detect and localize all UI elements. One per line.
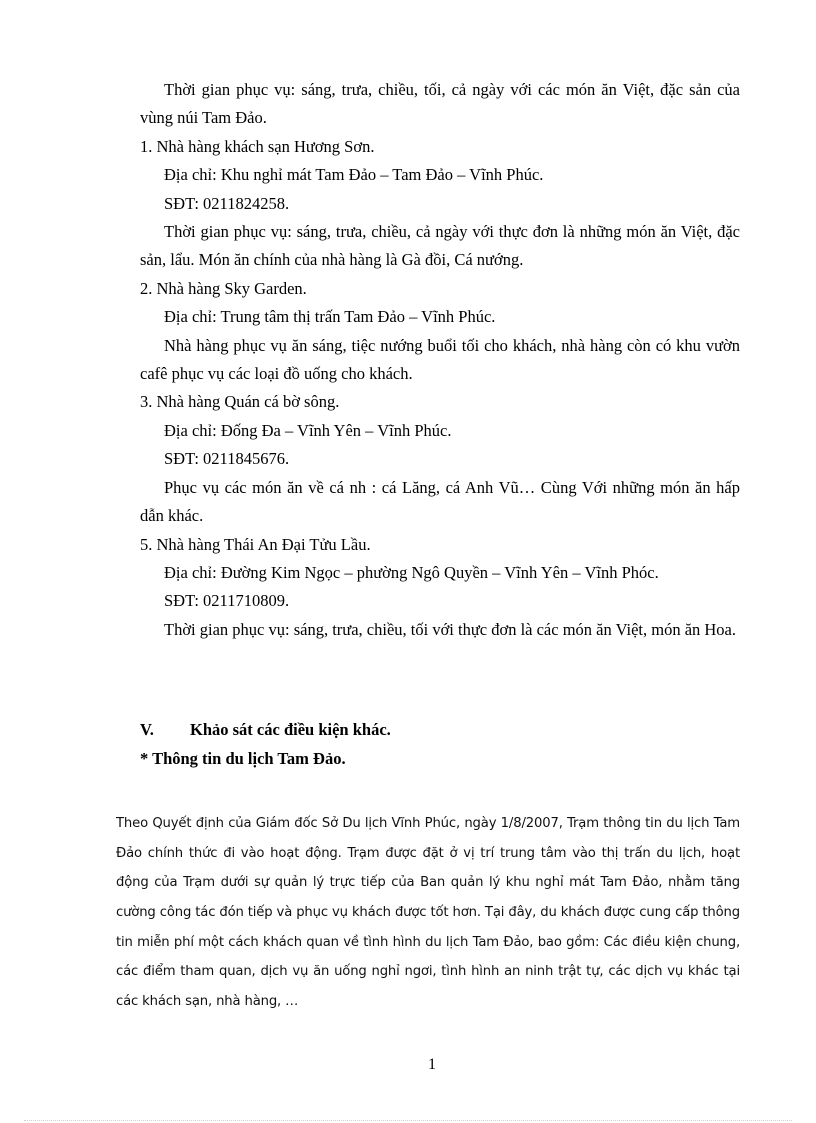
- section-number: V.: [140, 720, 154, 739]
- restaurant-1-name: 1. Nhà hàng khách sạn Hương Sơn.: [140, 136, 375, 156]
- restaurant-3-description: Phục vụ các món ăn về cá nh : cá Lăng, cá Anh Vũ… Cùng Với những món ăn hấp dẫn khác.: [140, 477, 740, 526]
- intro-service-time: Thời gian phục vụ: sáng, trưa, chiều, tối, cả ngày với các món ăn Việt, đặc sản của vùng núi Tam Đảo.: [140, 80, 740, 128]
- restaurant-2-description: Nhà hàng phục vụ ăn sáng, tiệc nướng buổi tối cho khách, nhà hàng còn có khu vườn cafê phục vụ các loại đồ uống cho khách.: [140, 335, 740, 384]
- restaurant-5-address: Địa chỉ: Đường Kim Ngọc – phường Ngô Quyền – Vĩnh Yên – Vĩnh Phóc.: [164, 562, 659, 582]
- restaurant-5-name: 5. Nhà hàng Thái An Đại Tửu Lầu.: [140, 534, 371, 554]
- restaurant-2-address: Địa chỉ: Trung tâm thị trấn Tam Đảo – Vĩnh Phúc.: [164, 307, 496, 327]
- restaurant-5-phone: SĐT: 0211710809.: [164, 591, 290, 611]
- restaurant-1-description: Thời gian phục vụ: sáng, trưa, chiều, cả ngày với thực đơn là những món ăn Việt, đặc sản, lẩu. Món ăn chính của nhà hàng là Gà đồi, Cá nướng.: [140, 222, 740, 270]
- page-bottom-divider: [24, 1120, 792, 1121]
- section-subtitle: * Thông tin du lịch Tam Đảo.: [140, 749, 346, 768]
- restaurant-1-address: Địa chỉ: Khu nghỉ mát Tam Đảo – Tam Đảo – Vĩnh Phúc.: [164, 165, 544, 185]
- section-title: Khảo sát các điều kiện khác.: [190, 720, 391, 739]
- section-heading-block: [140, 715, 740, 773]
- tourism-info-paragraph: Theo Quyết định của Giám đốc Sở Du lịch Vĩnh Phúc, ngày 1/8/2007, Trạm thông tin du lịch Tam Đảo chính thức đi vào hoạt động. Trạm được đặt ở vị trí trung tâm vào thị trấn du lịch, hoạt động của Trạm dưới sự quản lý trực tiếp của Ban quản lý khu nghỉ mát Tam Đảo, nhằm tăng cường công tác đón tiếp và phục vụ khách được tốt hơn. Tại đây, du khách được cung cấp thông tin miễn phí một cách khách quan về tình hình du lịch Tam Đảo, bao gồm: Các điều kiện chung, các điểm tham quan, dịch vụ ăn uống nghỉ ngơi, tình hình an ninh trật tự, các dịch vụ khác tại các khách sạn, nhà hàng, …: [116, 816, 740, 1009]
- section-heading: [140, 715, 740, 744]
- restaurant-1-phone: SĐT: 0211824258.: [164, 193, 290, 213]
- restaurant-3-phone: SĐT: 0211845676.: [164, 449, 290, 469]
- restaurant-5-description: Thời gian phục vụ: sáng, trưa, chiều, tối với thực đơn là các món ăn Việt, món ăn Hoa.: [164, 619, 737, 639]
- restaurant-3-name: 3. Nhà hàng Quán cá bờ sông.: [140, 392, 340, 412]
- page-number: 1: [428, 1056, 436, 1073]
- restaurant-list: [140, 76, 740, 644]
- restaurant-2-name: 2. Nhà hàng Sky Garden.: [140, 278, 307, 298]
- restaurant-3-address: Địa chỉ: Đống Đa – Vĩnh Yên – Vĩnh Phúc.: [164, 420, 452, 440]
